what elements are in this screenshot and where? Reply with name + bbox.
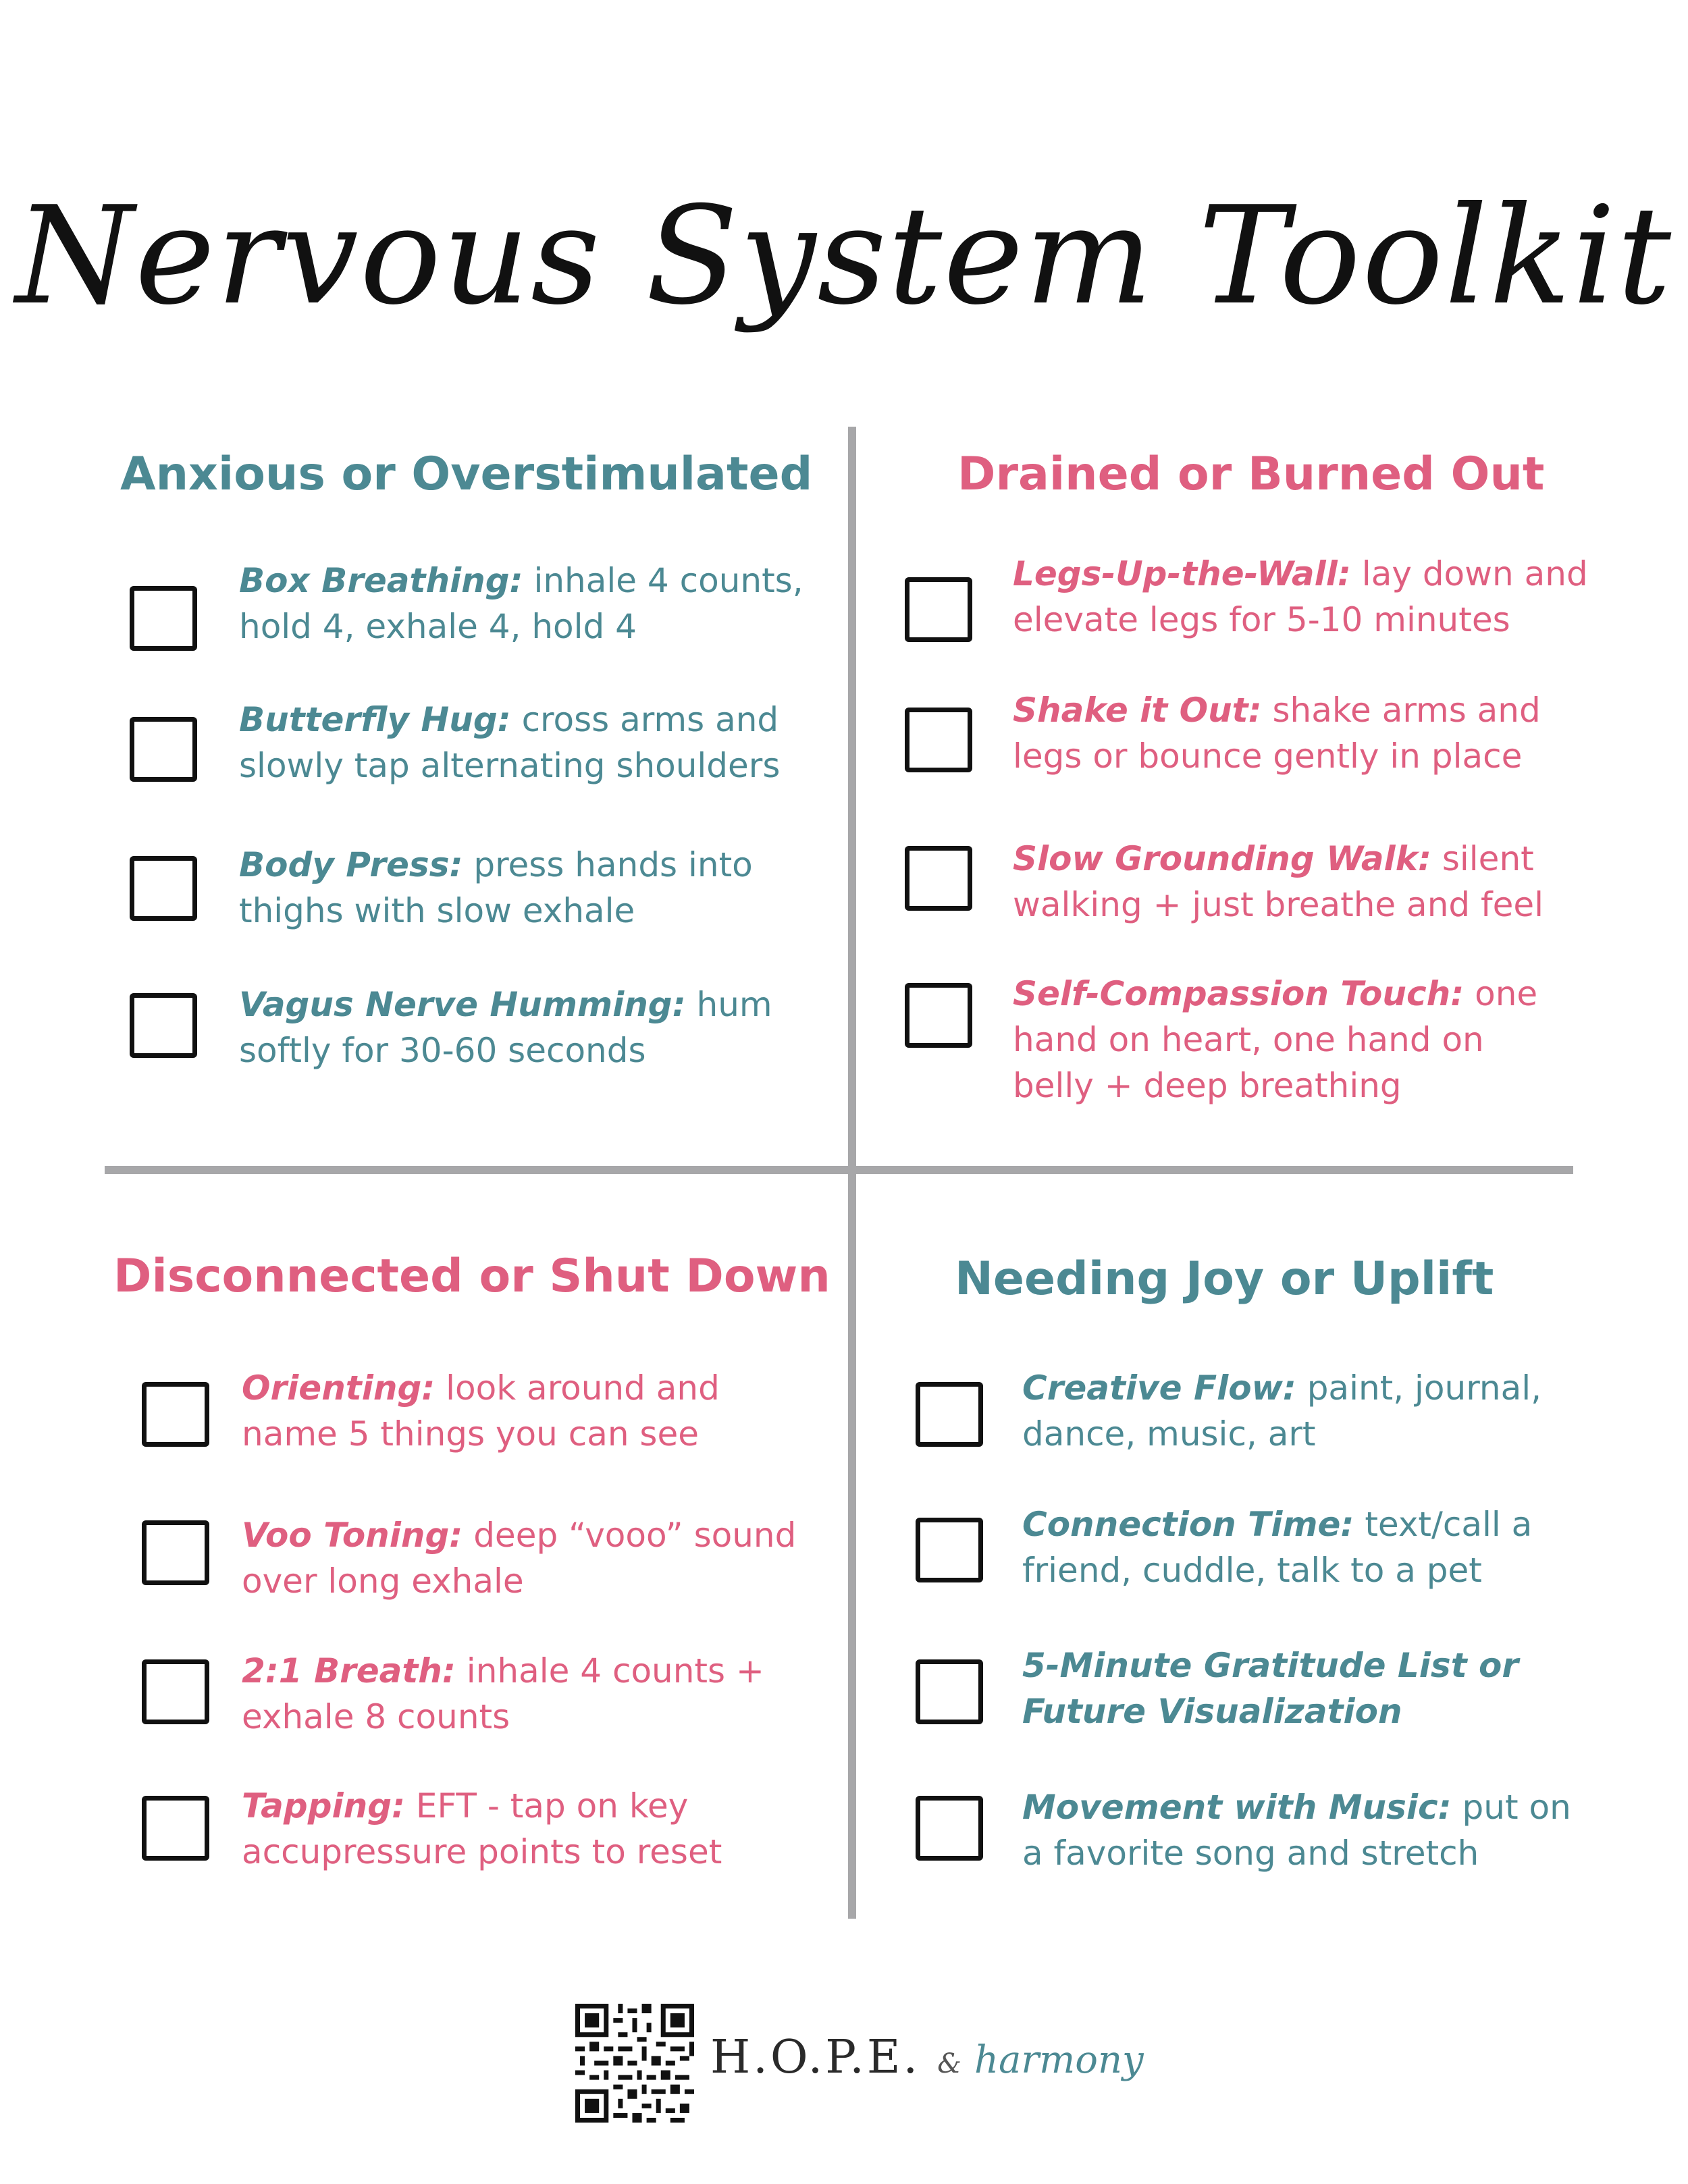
checkbox[interactable]: [905, 983, 972, 1048]
item-text: Slow Grounding Walk: silent walking + just breathe and feel: [1013, 839, 1544, 924]
checkbox[interactable]: [916, 1518, 983, 1582]
brand-logo: [710, 2031, 1144, 2084]
item-text: Voo Toning: deep “vooo” sound over long exhale: [242, 1516, 797, 1601]
checkbox[interactable]: [130, 993, 197, 1058]
brand-harmony: harmony: [974, 2038, 1144, 2082]
item-text: Orienting: look around and name 5 things you can see: [242, 1368, 720, 1454]
checkbox[interactable]: [142, 1659, 209, 1724]
item-text: Body Press: press hands into thighs with slow exhale: [239, 845, 753, 930]
page-title: Nervous System Toolkit: [15, 178, 1673, 335]
checkbox[interactable]: [130, 586, 197, 651]
item-text: 5-Minute Gratitude List or Future Visualization: [1022, 1646, 1519, 1731]
checkbox[interactable]: [905, 708, 972, 772]
item-text: Movement with Music: put on a favorite song and stretch: [1022, 1788, 1571, 1873]
brand-hope: H.O.P.E.: [710, 2031, 921, 2084]
checkbox[interactable]: [130, 717, 197, 782]
checkbox[interactable]: [916, 1659, 983, 1724]
qr-code-icon: [575, 2004, 694, 2123]
item-text: Connection Time: text/call a friend, cuddle, talk to a pet: [1022, 1505, 1533, 1590]
item-text: Box Breathing: inhale 4 counts, hold 4, exhale 4, hold 4: [239, 561, 803, 646]
checkbox[interactable]: [142, 1520, 209, 1585]
item-text: Butterfly Hug: cross arms and slowly tap alternating shoulders: [239, 700, 781, 785]
section-heading-joy: Needing Joy or Uplift: [955, 1252, 1494, 1306]
checkbox[interactable]: [142, 1382, 209, 1447]
checkbox[interactable]: [905, 577, 972, 642]
item-text: Vagus Nerve Humming: hum softly for 30-60 seconds: [239, 985, 772, 1070]
checkbox[interactable]: [142, 1796, 209, 1861]
section-heading-anxious: Anxious or Overstimulated: [120, 448, 813, 501]
horizontal-divider: [105, 1166, 1573, 1174]
item-text: Tapping: EFT - tap on key accupressure points to reset: [242, 1786, 722, 1871]
item-text: Self-Compassion Touch: one hand on heart, one hand on belly + deep breathing: [1013, 974, 1538, 1105]
item-text: 2:1 Breath: inhale 4 counts + exhale 8 counts: [242, 1651, 764, 1736]
brand-ampersand: &: [937, 2048, 961, 2079]
item-text: Creative Flow: paint, journal, dance, music, art: [1022, 1368, 1542, 1454]
item-text: Legs-Up-the-Wall: lay down and elevate legs for 5-10 minutes: [1013, 554, 1588, 639]
section-heading-drained: Drained or Burned Out: [957, 448, 1545, 501]
checkbox[interactable]: [130, 856, 197, 921]
checkbox[interactable]: [905, 846, 972, 911]
item-text: Shake it Out: shake arms and legs or bounce gently in place: [1013, 691, 1541, 776]
section-heading-disconnected: Disconnected or Shut Down: [113, 1250, 830, 1303]
checkbox[interactable]: [916, 1796, 983, 1861]
checkbox[interactable]: [916, 1382, 983, 1447]
